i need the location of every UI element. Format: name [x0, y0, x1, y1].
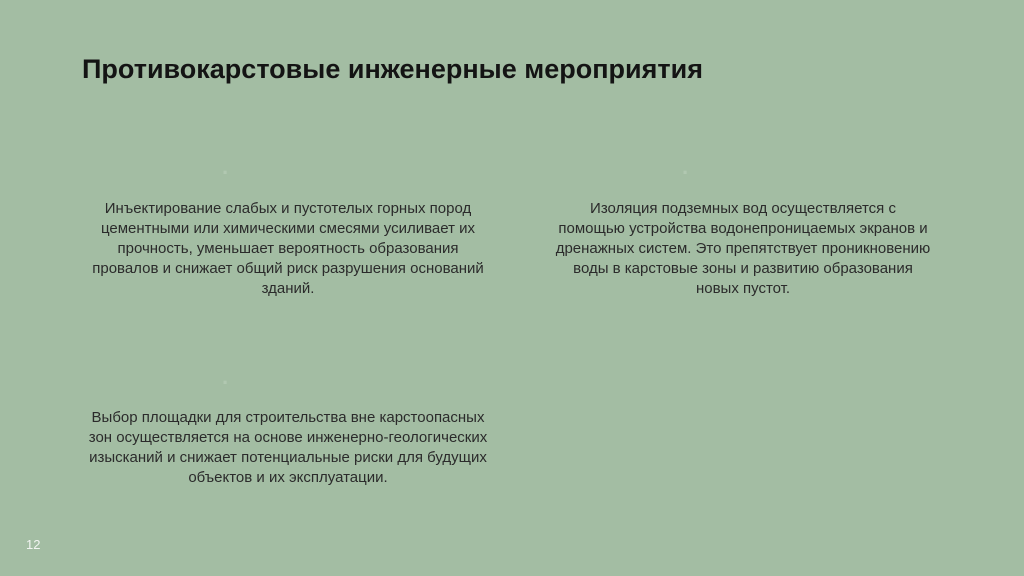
item-2-text: Изоляция подземных вод осуществляется с помощью устройства водонепроницаемых экранов и дренажных систем. Это препятствует проникновению воды в карстовые зоны и развитию образования новых пустот. [555, 200, 931, 297]
faint-marker-3: · [222, 370, 230, 395]
faint-marker-1: · [222, 160, 230, 185]
slide-title: Противокарстовые инженерные мероприятия [82, 54, 703, 84]
item-1-text: Инъектирование слабых и пустотелых горных пород цементными или химическими смесями усиливает их прочность, уменьшает вероятность образования провалов и снижает общий риск разрушения оснований зданий. [92, 200, 484, 297]
item-3-text: Выбор площадки для строительства вне карстоопасных зон осуществляется на основе инженерно-геологических изысканий и снижает потенциальные риски для будущих объектов и их эксплуатации. [88, 409, 488, 486]
slide-number: 12 [26, 537, 41, 552]
faint-marker-2: · [682, 160, 690, 185]
